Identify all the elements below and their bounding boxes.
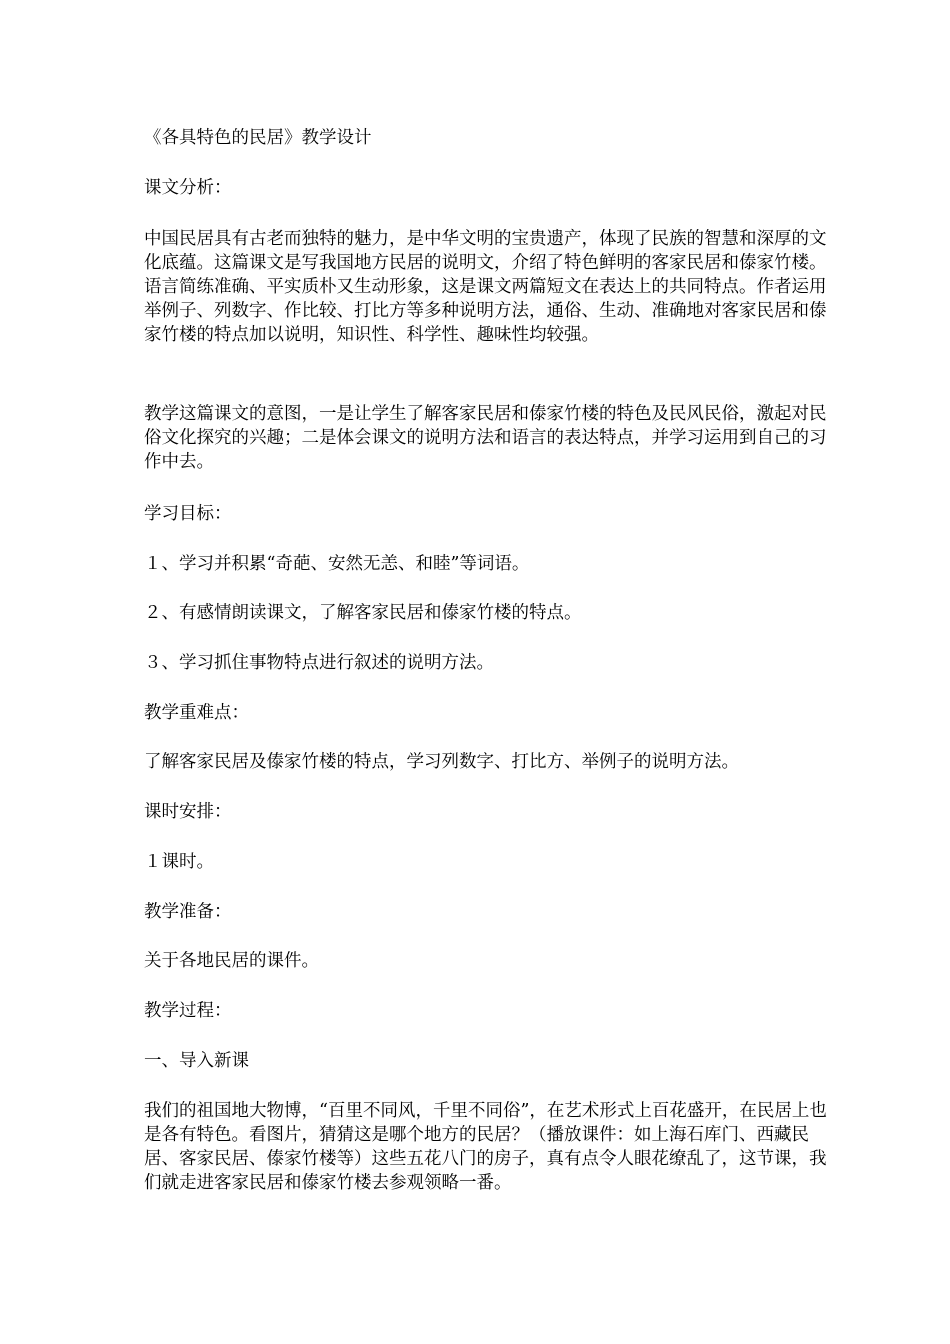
schedule-text: １课时。 bbox=[144, 852, 214, 872]
key-points-text: 了解客家民居及傣家竹楼的特点，学习列数字、打比方、举例子的说明方法。 bbox=[144, 752, 739, 772]
analysis-paragraph-1: 中国民居具有古老而独特的魅力，是中华文明的宝贵遗产，体现了民族的智慧和深厚的文化底蕴。这篇课文是写我国地方民居的说明文，介绍了特色鲜明的客家民居和傣家竹楼。语言简练准确、平实质朴又生动形象，这是课文两篇短文在表达上的共同特点。作者运用举例子、列数字、作比较、打比方等多种说明方法，通俗、生动、准确地对客家民居和傣家竹楼的特点加以说明，知识性、科学性、趣味性均较强。 bbox=[144, 229, 827, 345]
analysis-paragraph-2: 教学这篇课文的意图，一是让学生了解客家民居和傣家竹楼的特色及民风民俗，激起对民俗文化探究的兴趣；二是体会课文的说明方法和语言的表达特点，并学习运用到自己的习作中去。 bbox=[144, 404, 827, 472]
preparation-text: 关于各地民居的课件。 bbox=[144, 951, 319, 971]
key-points-heading: 教学重难点： bbox=[144, 703, 249, 723]
goal-item-2: ２、有感情朗读课文，了解客家民居和傣家竹楼的特点。 bbox=[144, 603, 582, 623]
step-1-paragraph: 我们的祖国地大物博，“百里不同风，千里不同俗”，在艺术形式上百花盛开，在民居上也是各有特色。看图片，猜猜这是哪个地方的民居？（播放课件：如上海石库门、西藏民居、客家民居、傣家竹楼等）这些五花八门的房子，真有点令人眼花缭乱了，这节课，我们就走进客家民居和傣家竹楼去参观领略一番。 bbox=[144, 1101, 827, 1193]
step-1-heading: 一、导入新课 bbox=[144, 1051, 249, 1071]
goal-item-3: ３、学习抓住事物特点进行叙述的说明方法。 bbox=[144, 653, 494, 673]
goal-item-1: １、学习并积累“奇葩、安然无恙、和睦”等词语。 bbox=[144, 554, 530, 574]
document-title: 《各具特色的民居》教学设计 bbox=[144, 128, 372, 148]
schedule-heading: 课时安排： bbox=[144, 802, 232, 822]
goals-heading: 学习目标： bbox=[144, 504, 232, 524]
analysis-heading: 课文分析： bbox=[144, 178, 232, 198]
process-heading: 教学过程： bbox=[144, 1001, 232, 1021]
preparation-heading: 教学准备： bbox=[144, 902, 232, 922]
